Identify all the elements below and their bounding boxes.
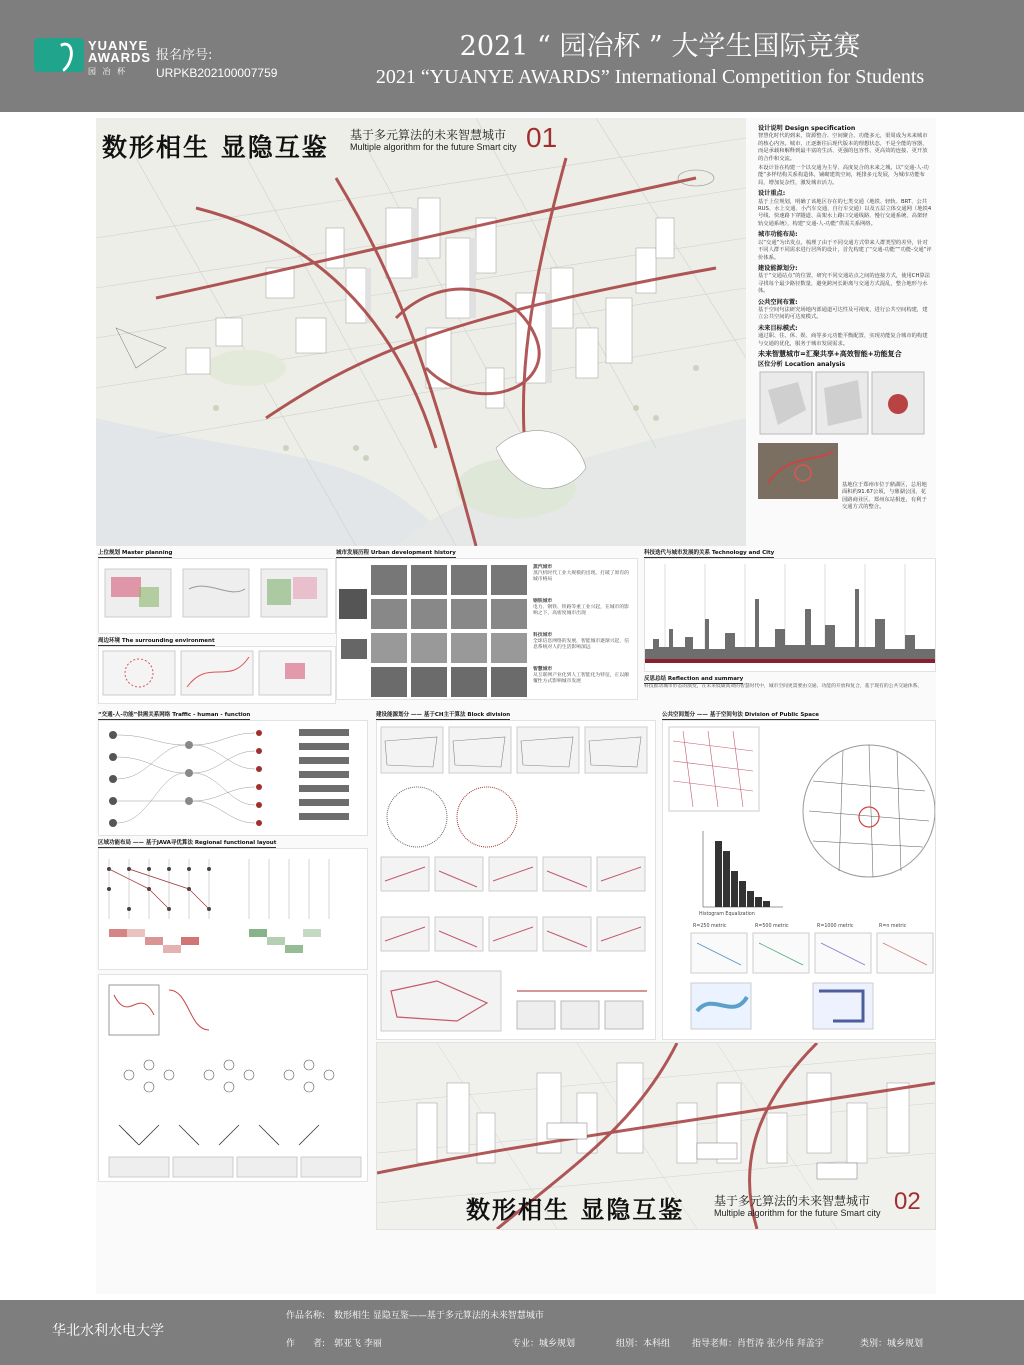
public-text: 基于空间句法研究场地内部通道可达性及可视度，进行公共空间构建，建立公共空间的可达度模式。 <box>758 306 928 321</box>
space-syntax-analysis <box>662 720 936 1040</box>
history-item-text: 电力、钢铁、铁路等重工业兴起，在城市的影响之下，高密度城市出现 <box>533 605 629 616</box>
section-public-space: 公共空间划分 —— 基于空间句法 Division of Public Space <box>662 712 819 718</box>
master-planning-maps <box>98 558 336 634</box>
reflection-text: 科技推动城市形态的演变，在未来低碳高效的智慧时代中，城市空间更需要由交通、功能的开放和复合，基于现有的公共交通体系。 <box>644 684 923 689</box>
section-traffic-human-function: “交通-人-功能”供需关系网络 Traffic - human - function <box>98 712 251 718</box>
java-optimization-matrix <box>98 848 368 970</box>
environment-maps <box>98 646 336 704</box>
technology-skyline-timeline <box>644 558 936 672</box>
logo-text-cn: 园 冶 杯 <box>88 67 128 76</box>
work-name-label: 作品名称: <box>286 1311 326 1321</box>
history-item-text: 全球信息网络的发展，智能城市逐渐兴起，信息系统对人的生活影响深远 <box>533 639 629 650</box>
layout-heading: 城市功能布局: <box>758 231 798 239</box>
metric-label-n: R=n metric <box>879 924 907 929</box>
hero-axonometric-rendering <box>96 118 746 546</box>
poster-board <box>96 118 936 1294</box>
layout-text: 以“交通”为出发点，梳理了由于不同交通方式带来人群类型的差异，针对不同人群不同需求进行居所的设计，首先构建了“交通-功能”“功能-交通”评价体系。 <box>758 239 932 261</box>
poster-subtitle-cn-bottom: 基于多元算法的未来智慧城市 <box>714 1194 871 1208</box>
poster-main-title-bottom: 数形相生 显隐互鉴 <box>466 1196 685 1224</box>
poster-subtitle-en: Multiple algorithm for the future Smart city <box>350 142 517 152</box>
header-bar <box>0 0 1024 112</box>
design-description-column <box>758 122 932 511</box>
ch-algorithm-block-grid <box>376 720 656 1040</box>
goal-text: 通过职、住、休、娱、商等多元功能平衡配置，实现功能复合城市的构建与交通的优化，服务于城市发展需求。 <box>758 333 928 347</box>
history-item-label: 智慧城市 <box>533 667 553 672</box>
histogram-label: Histogram Equalization <box>699 912 755 917</box>
competition-title-en: 2021 “YUANYE AWARDS” International Competition for Students <box>375 66 925 88</box>
category: 类别：城乡规划 <box>860 1339 924 1349</box>
poster-main-title: 数形相生 显隐互鉴 <box>102 133 329 162</box>
section-master-planning: 上位规划 Master planning <box>98 550 173 556</box>
transport-text: 基于“交通站点”的位置，研究不同交通站点之间的连接方式，使用CH算法寻找每个最少路径数量，避免跨河长距离与交通方式混乱，整合地形与水体。 <box>758 273 931 295</box>
section-block-division: 建设能源划分 —— 基于CH主干算法 Block division <box>376 712 511 718</box>
public-heading: 公共空间布置: <box>758 298 798 306</box>
authors: 郭亚飞 李丽 <box>334 1339 382 1349</box>
location-heading: 区位分析 Location analysis <box>758 361 846 369</box>
metric-label-500: R=500 metric <box>755 924 789 929</box>
poster-subtitle-en-bottom: Multiple algorithm for the future Smart city <box>714 1208 881 1218</box>
section-regional-layout: 区域功能布局 —— 基于JAVA寻优算法 Regional functional layout <box>98 840 277 846</box>
footer-bar <box>0 1300 1024 1365</box>
competition-title-cn: 2021 “ 园冶杯 ” 大学生国际竞赛 <box>459 31 861 62</box>
major: 专业：城乡规划 <box>512 1339 576 1349</box>
design-text: 智慧化时代的到来，资源整合、空间聚合、功能多元，渠周成为未来城市的核心内容。城市，正逐渐往后现代版本的理想状态，不是全能的容器，而是承载和解释到最丰富的生活、更强的包容性、更高效的连接、更开放的合作和交流。 <box>758 133 928 162</box>
panel-number-2: 02 <box>894 1188 921 1215</box>
logo-text-en: YUANYE AWARDS <box>88 38 152 65</box>
focus-heading: 设计重点: <box>758 190 786 198</box>
traffic-human-function-diagram <box>98 720 368 836</box>
yuanye-logo-icon <box>34 38 84 72</box>
metric-label-1000: R=1000 metric <box>817 924 854 929</box>
section-technology-city: 科技迭代与城市发展的关系 Technology and City <box>644 550 775 556</box>
urban-history-photos <box>336 558 638 700</box>
history-item-label: 钢铁城市 <box>533 599 553 604</box>
design-text-2: 本设计旨在构建一个以交通为主导、高度复合的未来之城，以“交通-人-功能”多样结构关系构造体，铺砌建筑空间，耗排多元发展，为城市功能布局，增加复杂性，激发城市活力。 <box>758 165 929 186</box>
work-name: 数形相生 显隐互鉴——基于多元算法的未来智慧城市 <box>334 1311 544 1321</box>
history-item-text: 从互联网产业化到人工智能化为特征，正以颠覆性方式影响城市发展 <box>533 673 629 684</box>
panel-number-1: 01 <box>526 122 558 153</box>
focus-text: 基于上位规划，明确了该地区存在的七类交通（地铁、轻轨、BRT、公共RUS、水上交通、小汽车交通、自行车交通）以及五层立体交通网（地铁4号线、快速路下穿隧道、高架水上路口交通线路、慢行交通系统、高架轻轨交通系统），构建“交通-人-功能”供需关系网络。 <box>758 198 932 227</box>
school-name: 华北水利水电大学 <box>52 1323 164 1339</box>
section-urban-history: 城市发展历程 Urban development history <box>336 550 456 556</box>
design-heading: 设计说明 Design specification <box>758 125 856 132</box>
goal-heading: 未来目标模式: <box>758 324 798 332</box>
history-item-text: 蒸汽机时代工业大规模的出现，打破了原有的城市格局 <box>533 571 629 582</box>
graph-network-diagrams <box>98 974 368 1182</box>
group: 组别：本科组 <box>616 1339 671 1349</box>
section-surrounding-environment: 周边环境 The surrounding environment <box>98 638 215 644</box>
metric-label-250: R=250 metric <box>693 924 727 929</box>
city-axonometric-illustration <box>96 118 746 546</box>
author-label: 作 者: <box>286 1339 326 1349</box>
history-item-label: 蒸汽城市 <box>533 565 553 570</box>
slogan-formula: 未来智慧城市=汇聚共享+高效智能+功能复合 <box>758 349 902 358</box>
site-text: 基地位于郑州市位于鼎湖区，总用地面积约91.67公顷，与鼎湖公园、花园路商业区、郑州东站相连，有利于交通方式的整合。 <box>842 482 927 511</box>
advisor: 指导老师：肖哲涛 张少伟 拜盖宇 <box>692 1339 824 1349</box>
registration-label: 报名序号: <box>156 48 213 63</box>
section-reflection: 反思总结 Reflection and summary <box>644 676 744 682</box>
transport-heading: 建设能源划分: <box>758 264 798 272</box>
registration-number: URPKB202100007759 <box>156 66 278 80</box>
history-item-label: 科技城市 <box>533 633 553 638</box>
poster-subtitle-cn: 基于多元算法的未来智慧城市 <box>350 128 507 142</box>
location-maps <box>758 370 928 440</box>
